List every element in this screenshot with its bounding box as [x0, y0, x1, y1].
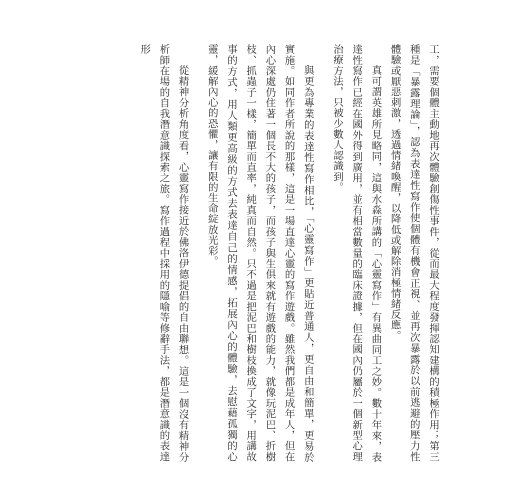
paragraph-1: 工，需要個體主動地再次體驗創傷性事件，從而最大程度發揮認知建構的積極作用；第三種是「暴露理論」，認為表達性寫作使個體有機會正視、並再次暴露於以前逃避的壓力性體驗或厭惡刺激，透過情緒喚醒，以降低或解除消極情緒反應。: [388, 44, 439, 462]
paragraph-2: 真可謂英雄所見略同，這與水淼所講的「心靈寫作」有異曲同工之妙。數十年來，表達性寫作已經在國外得到廣用，並有相當數量的臨床證據，但在國內仍屬於一個新型心理治療方法，只被少數人認識到。: [330, 44, 382, 462]
vertical-text-body: [82, 44, 442, 462]
paragraph-3: 與更為專業的表達性寫作相比，「心靈寫作」更貼近普通人，更自由和簡單，更易於實施。如同作者所說的那樣，這是一場直達心靈的寫作遊戲。雖然我們都是成年人，但在內心深處仍住著一個長不大的孩子，而孩子與生俱來就有遊戲的能力，就像玩泥巴、折樹枝、抓蟲子一樣，簡單而直率，純真而自然。只不過是把泥巴和樹枝換成了文字，用講故事的方式，用人類更高級的方式去表達自己的情感，拓展內心的體驗，去慰藉孤獨的心靈，緩解內心的恐懼，讓有限的生命綻放光彩。: [205, 44, 314, 462]
paragraph-4: 從精神分析角度看，心靈寫作接近於佛洛伊德提倡的自由聯想。這是一個沒有精神分析師在場的自我潛意識探索之旅。寫作過程中採用的隱喻等修辭手法，都是潛意識的表達形: [138, 44, 189, 462]
